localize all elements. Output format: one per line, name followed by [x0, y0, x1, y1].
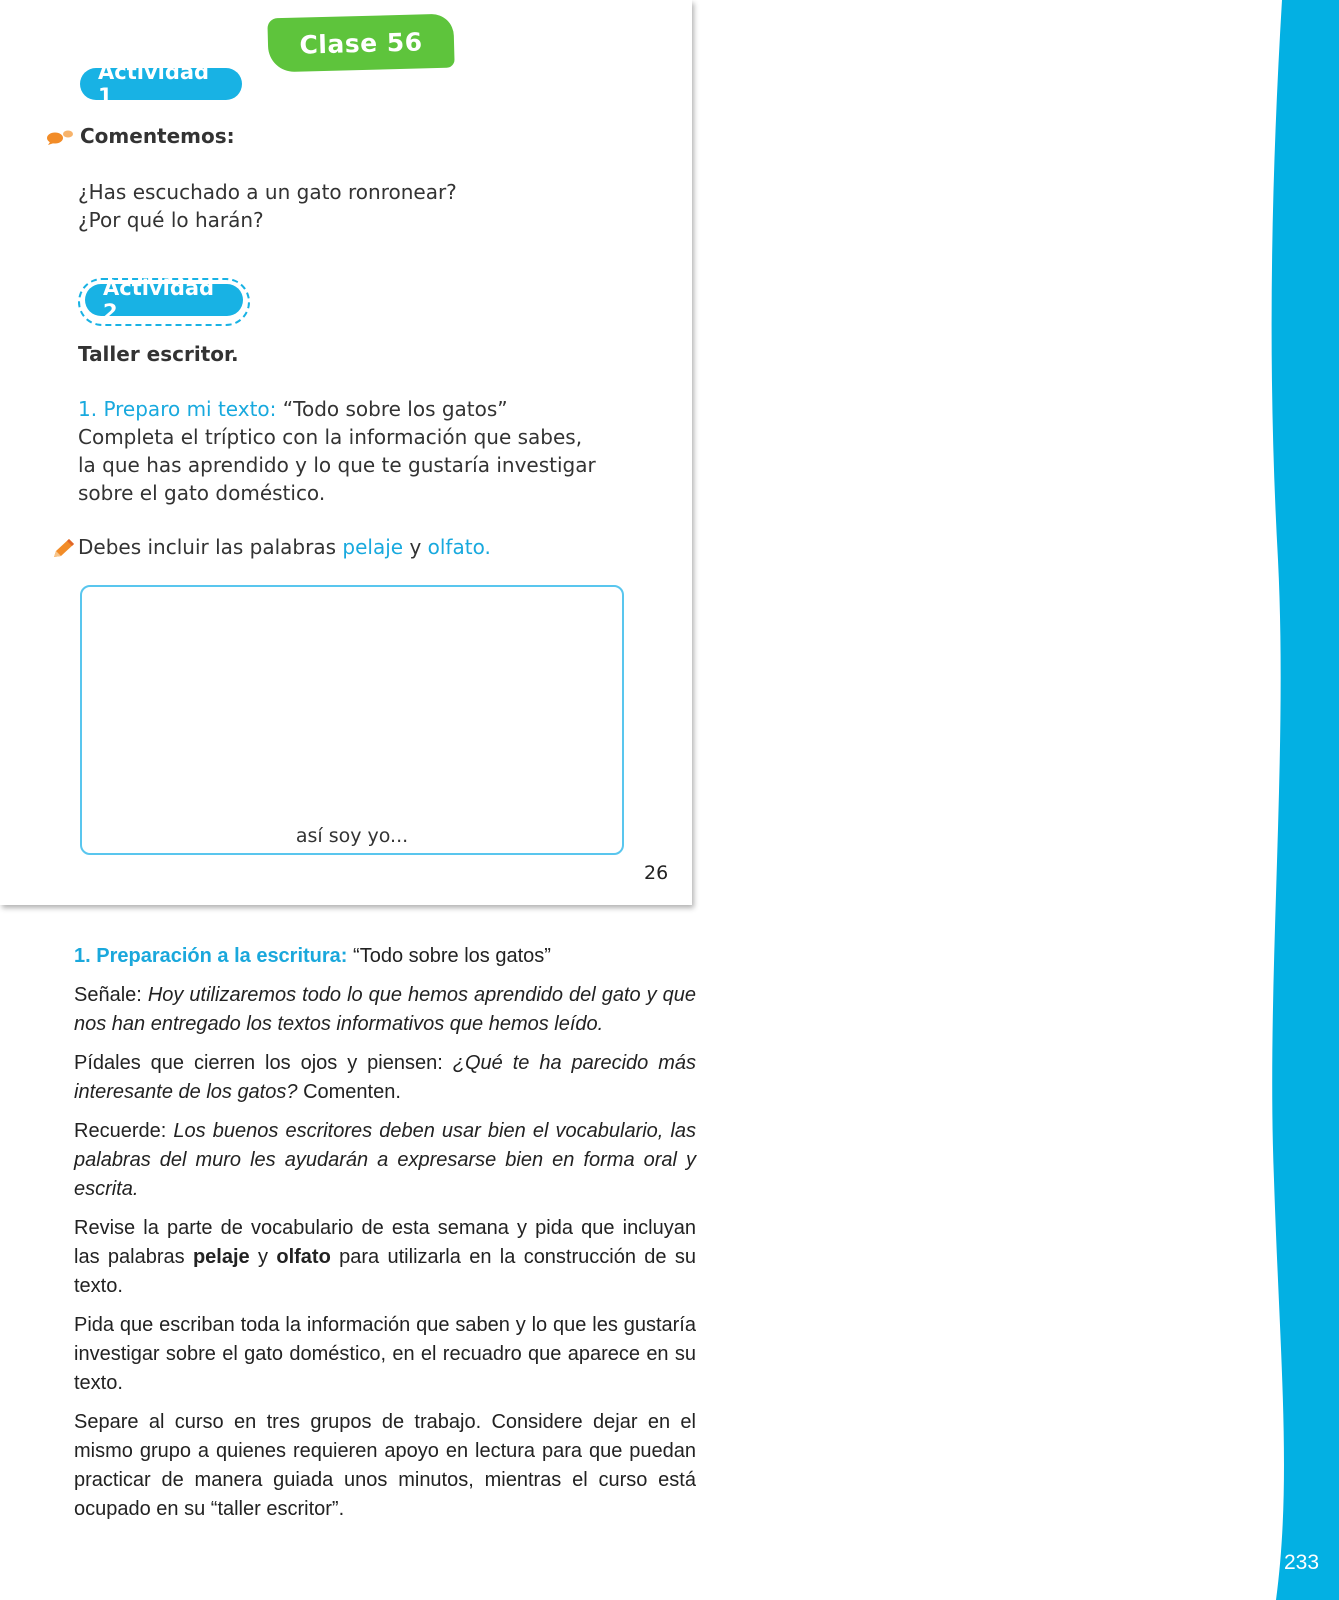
- p2-suffix: Comenten.: [303, 1081, 401, 1103]
- comentemos-heading: Comentemos:: [80, 124, 235, 148]
- taller-heading: Taller escritor.: [78, 342, 239, 366]
- question-purr: ¿Has escuchado a un gato ronronear?: [78, 180, 457, 204]
- guide-paragraph-3: [74, 1117, 696, 1204]
- step-1-text-line-1: Completa el tríptico con la información que sabes,: [78, 425, 583, 449]
- keyword-pelaje: pelaje: [342, 535, 404, 559]
- guide-paragraph-6: Separe al curso en tres grupos de trabajo. Considere dejar en el mismo grupo a quienes requieren apoyo en lectura para que puedan practicar de manera guiada unos minutos, mientras el curso está ocupado en su “taller escritor”.: [74, 1411, 696, 1520]
- p4-mid: y: [258, 1246, 269, 1268]
- step-1-label: 1. Preparo mi texto:: [78, 397, 277, 421]
- guide-heading-label: 1. Preparación a la escritura:: [74, 945, 348, 967]
- teacher-guide-text: [74, 942, 696, 1534]
- guide-paragraph-4: [74, 1214, 696, 1301]
- student-page-number: 26: [644, 862, 669, 884]
- p4-end: para utilizarla en la construcción de su texto.: [74, 1246, 697, 1297]
- pencil-icon: [52, 537, 76, 559]
- include-connector: y: [409, 535, 422, 559]
- clase-title: Clase 56: [299, 26, 423, 60]
- p2-prefix: Pídales que cierren los ojos y piensen:: [74, 1052, 443, 1074]
- step-1-text-line-3: sobre el gato doméstico.: [78, 481, 326, 505]
- include-words-instruction: [78, 535, 491, 559]
- actividad-2-label: Actividad 2: [103, 276, 215, 324]
- p1-prefix: Señale:: [74, 984, 142, 1006]
- student-workbook-page: [0, 0, 692, 905]
- p3-italic: Los buenos escritores deben usar bien el vocabulario, las palabras del muro les ayudarán a expresarse bien en forma oral y escrita.: [74, 1120, 697, 1200]
- step-1-line: [78, 397, 508, 421]
- actividad-2-dashed-frame: [78, 278, 250, 326]
- guide-heading: [74, 942, 696, 971]
- p3-prefix: Recuerde:: [74, 1120, 167, 1142]
- guide-paragraph-2: [74, 1049, 696, 1107]
- actividad-1-badge: [80, 60, 242, 108]
- step-1-title: “Todo sobre los gatos”: [282, 397, 508, 421]
- p2-italic: ¿Qué te ha parecido más interesante de los gatos?: [74, 1052, 696, 1103]
- guide-paragraph-5: Pida que escriban toda la información que saben y lo que les gustaría investigar sobre el gato doméstico, en el recuadro que aparece en su texto.: [74, 1314, 696, 1394]
- p1-italic: Hoy utilizaremos todo lo que hemos aprendido del gato y que nos han entregado los textos informativos que hemos leído.: [74, 984, 697, 1035]
- guide-page-number: 233: [1284, 1551, 1320, 1574]
- p4-bold-pelaje: pelaje: [192, 1246, 250, 1268]
- side-color-strip: [1262, 0, 1339, 1600]
- speech-bubbles-icon: [46, 129, 74, 145]
- keyword-olfato: olfato: [427, 535, 485, 559]
- question-why: ¿Por qué lo harán?: [78, 208, 264, 232]
- include-suffix: .: [484, 535, 491, 559]
- p4-start: Revise la parte de vocabulario de esta semana y pida que incluyan las palabras: [74, 1217, 696, 1268]
- answer-writing-box[interactable]: [80, 585, 624, 855]
- include-prefix: Debes incluir las palabras: [78, 535, 337, 559]
- guide-heading-title: “Todo sobre los gatos”: [353, 945, 551, 967]
- actividad-2-badge: [85, 276, 243, 324]
- step-1-text-line-2: la que has aprendido y lo que te gustaría investigar: [78, 453, 596, 477]
- guide-paragraph-1: [74, 981, 696, 1039]
- actividad-1-label: Actividad 1: [98, 60, 210, 108]
- clase-banner: [267, 14, 454, 73]
- p4-bold-olfato: olfato: [276, 1246, 331, 1268]
- answer-caption: así soy yo...: [295, 825, 409, 847]
